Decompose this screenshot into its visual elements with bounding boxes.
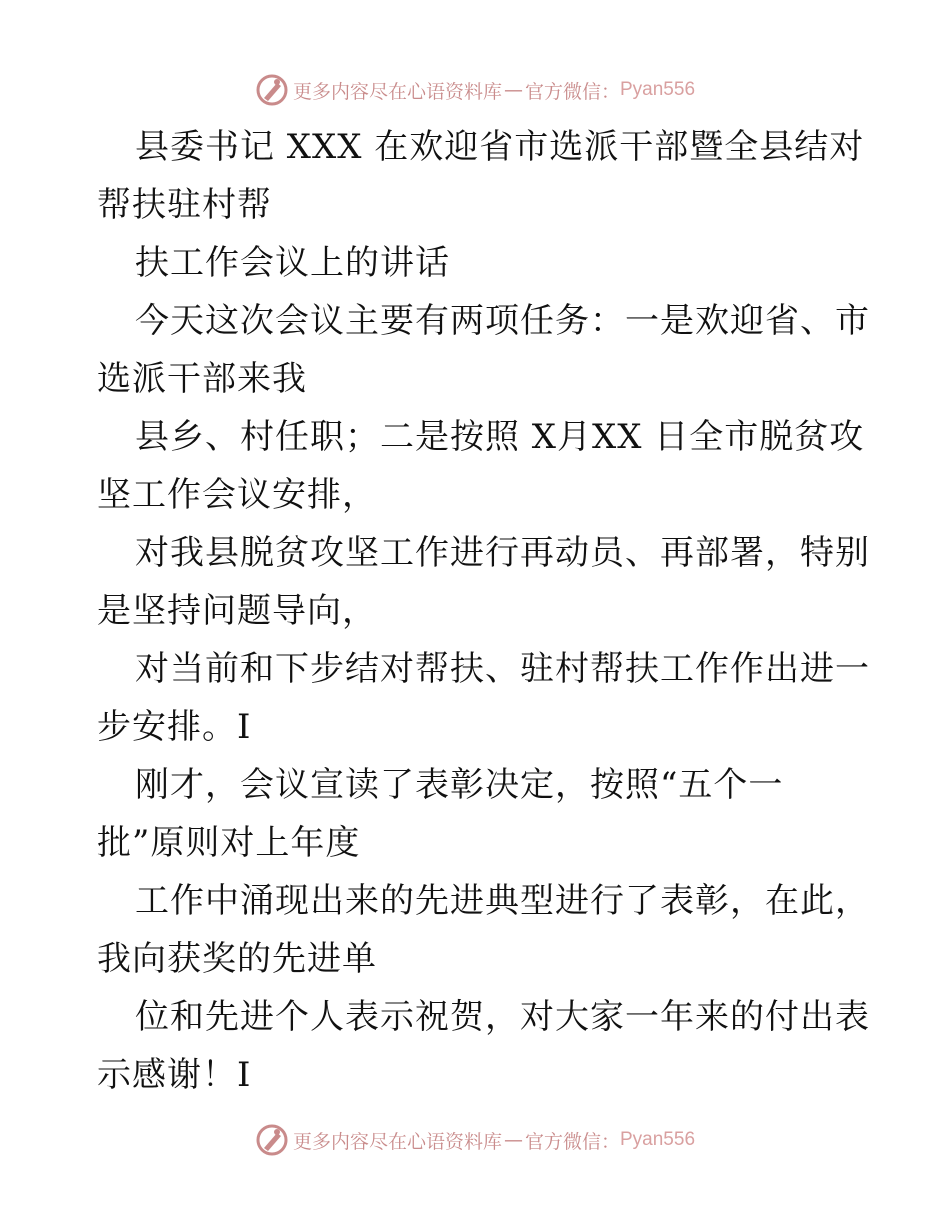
watermark-separator: — [503,1129,523,1151]
paragraph-line: 步安排。I [97,707,252,747]
paragraph-line: 对我县脱贫攻坚工作进行再动员、再部署，特别 [135,533,870,573]
watermark-official: 官方微信： [524,80,620,103]
watermark-text: 更多内容尽在心语资料库 [292,1130,502,1153]
paragraph-line: 刚才，会议宣读了表彰决定，按照“五个一 [135,765,784,805]
paragraph-line: 今天这次会议主要有两项任务：一是欢迎省、市 [135,301,870,341]
paragraph-line: 选派干部来我 [97,359,307,399]
paragraph-line: 坚工作会议安排， [97,475,377,515]
document-title-line-3: 扶工作会议上的讲话 [135,243,450,283]
paragraph-line: 我向获奖的先进单 [97,939,377,979]
paragraph-line: 工作中涌现出来的先进典型进行了表彰，在此， [135,881,870,921]
pen-seal-icon [255,1123,289,1157]
watermark-official: 官方微信： [524,1130,620,1153]
paragraph-line: 位和先进个人表示祝贺，对大家一年来的付出表 [135,997,870,1037]
watermark-text: 更多内容尽在心语资料库 [292,80,502,103]
document-title-line-1: 县委书记 XXX 在欢迎省市选派干部暨全县结对 [135,127,865,167]
watermark-id: Pyan556 [620,1129,696,1150]
document-title-line-2: 帮扶驻村帮 [97,185,272,225]
paragraph-line: 对当前和下步结对帮扶、驻村帮扶工作作出进一 [135,649,870,689]
document-body [97,118,870,1104]
pen-seal-icon [255,73,289,107]
paragraph-line: 示感谢！I [97,1055,252,1095]
watermark-separator: — [503,79,523,101]
watermark-id: Pyan556 [620,79,696,100]
watermark-header [0,68,950,112]
paragraph-line: 县乡、村任职；二是按照 X月XX 日全市脱贫攻 [135,417,865,457]
paragraph-line: 批”原则对上年度 [97,823,361,863]
watermark-footer [0,1118,950,1162]
paragraph-line: 是坚持问题导向， [97,591,377,631]
